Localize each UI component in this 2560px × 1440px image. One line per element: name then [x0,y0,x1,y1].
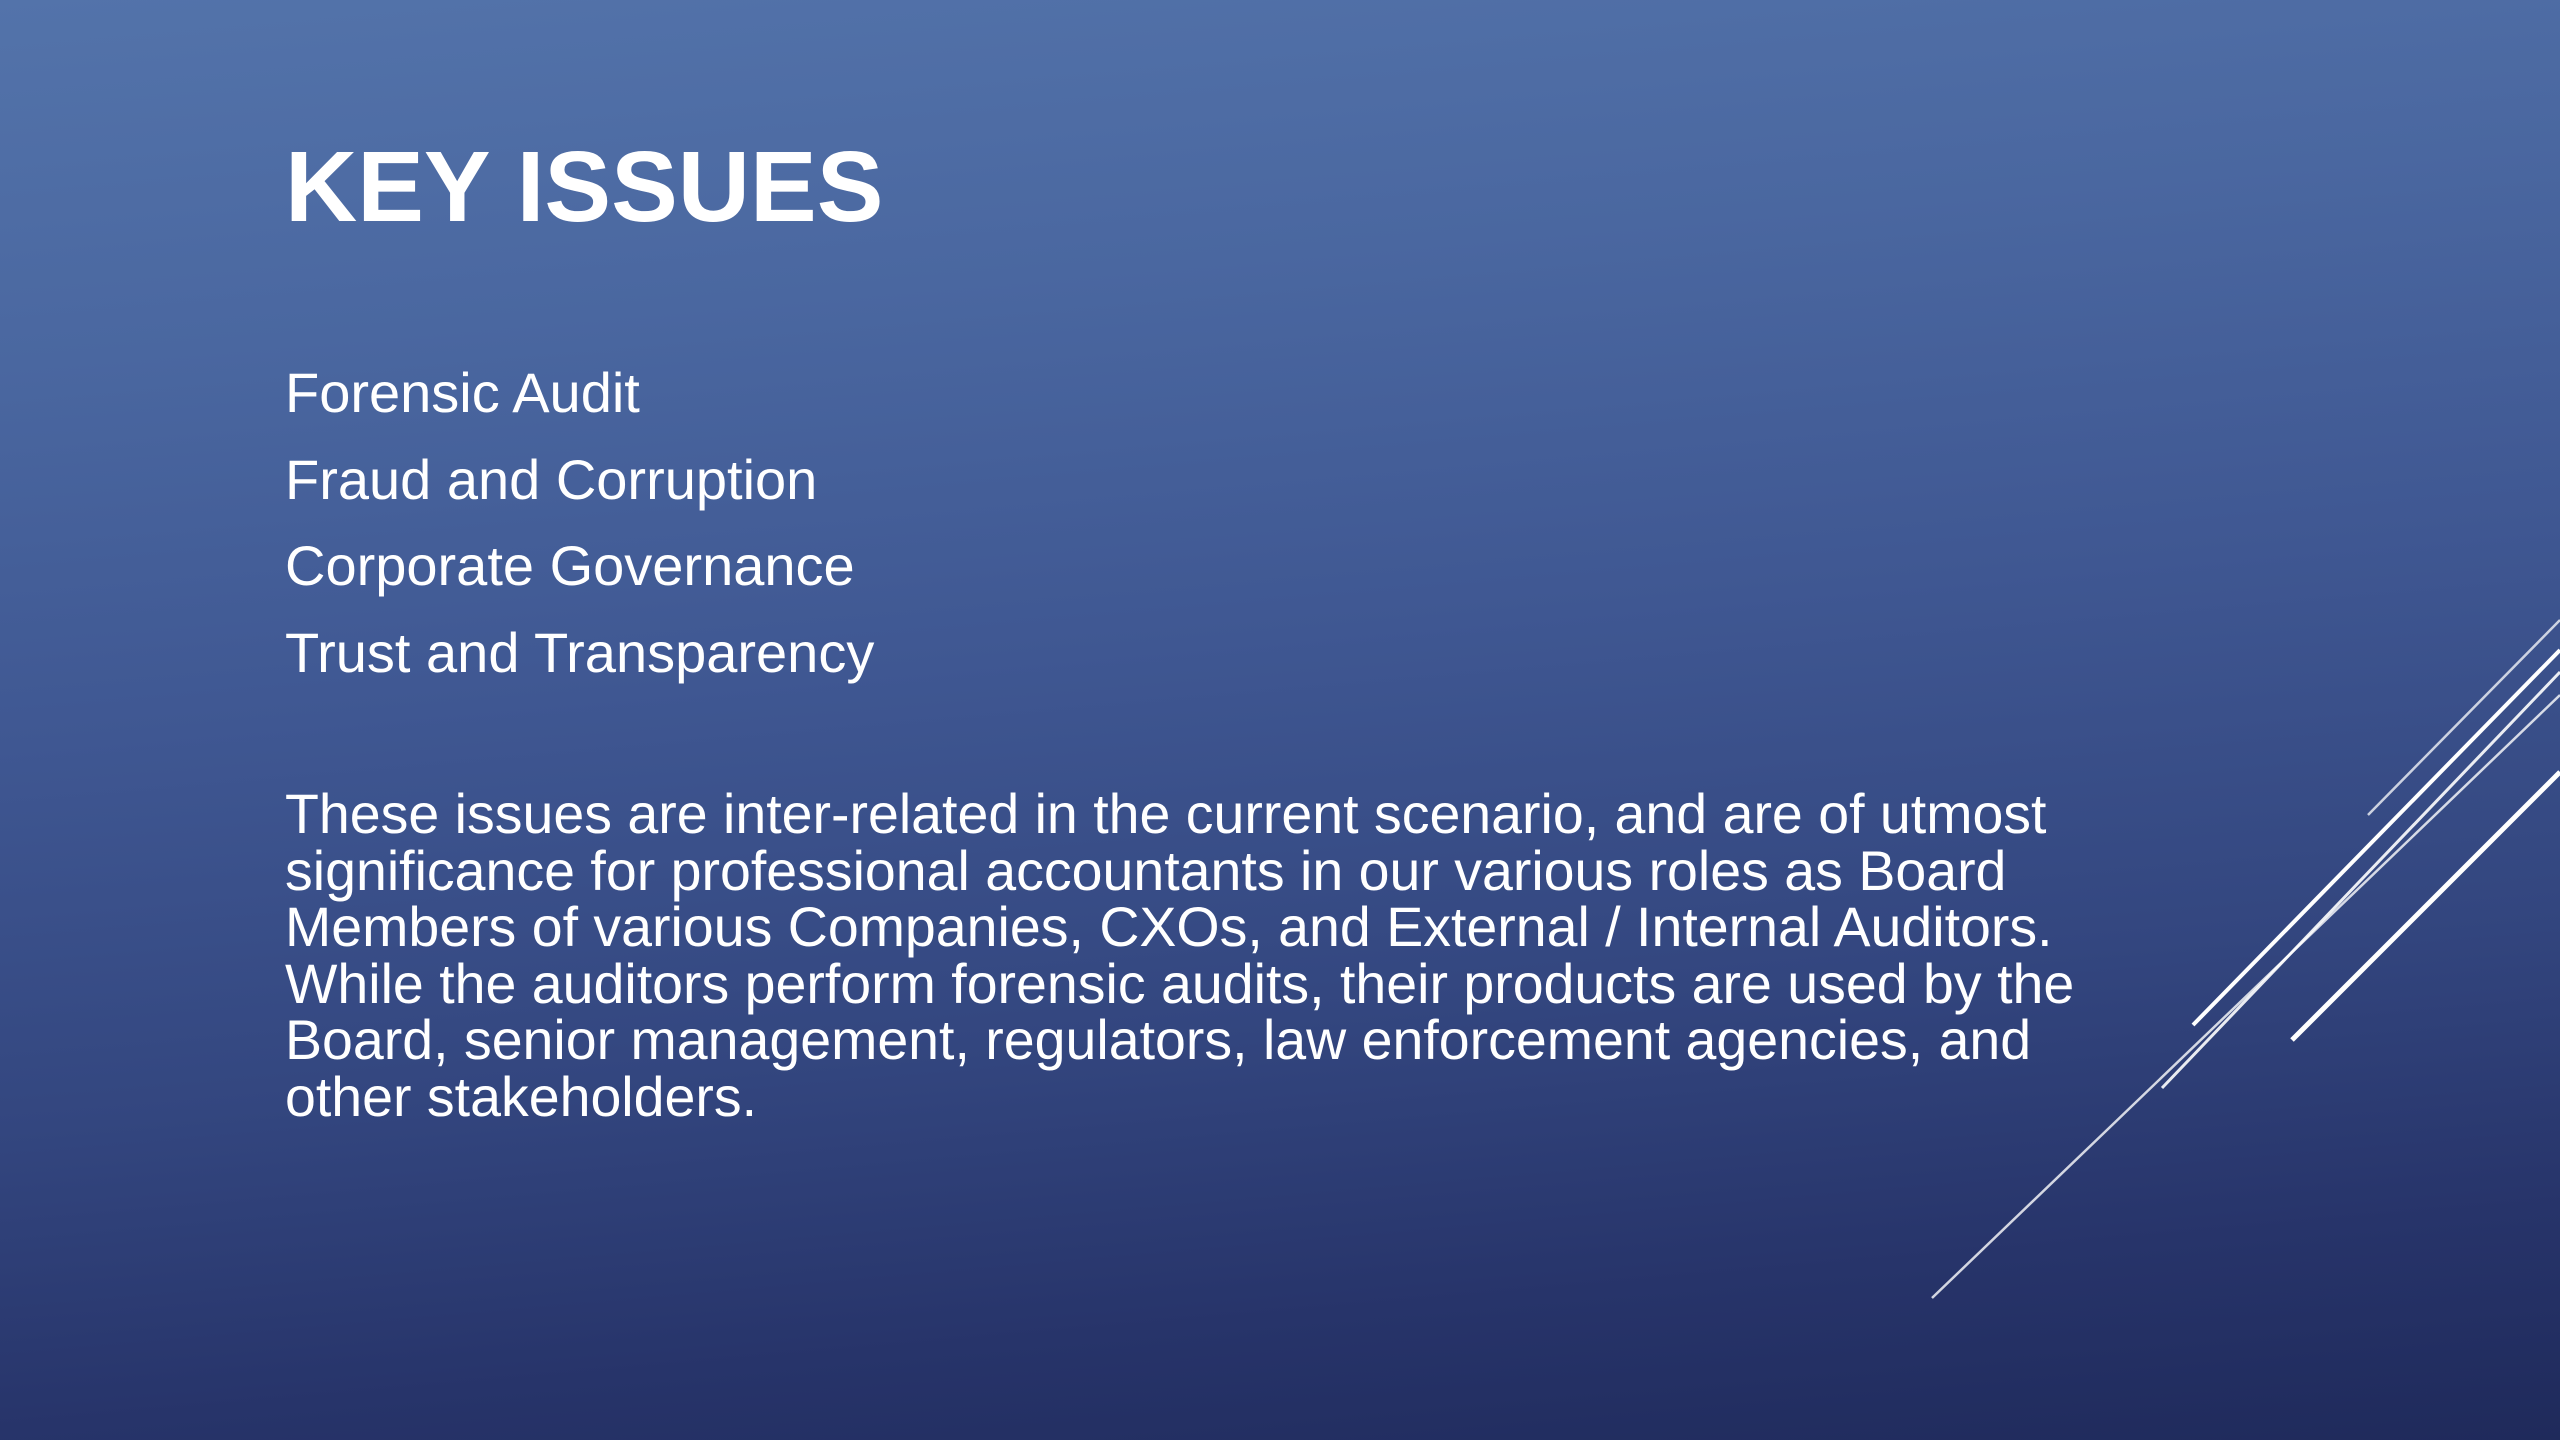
diagonal-line [2162,672,2560,1088]
paragraph-line: While the auditors perform forensic audits, their products are used by the [285,952,2075,1015]
slide-title: KEY ISSUES [285,131,884,243]
diagonal-line [2193,650,2560,1025]
issue-item: Trust and Transparency [285,620,875,684]
issue-item: Corporate Governance [285,534,855,597]
diagonal-line [1932,695,2560,1298]
paragraph-line: These issues are inter-related in the current scenario, and are of utmost [285,783,2047,845]
paragraph-line: Members of various Companies, CXOs, and External / Internal Auditors. [285,896,2053,958]
paragraph-line: other stakeholders. [285,1065,758,1128]
paragraph-line: significance for professional accountants in our various roles as Board [285,839,2007,902]
paragraph-line: Board, senior management, regulators, law enforcement agencies, and [285,1009,2032,1071]
issue-item: Forensic Audit [285,361,640,424]
issue-item: Fraud and Corruption [285,447,818,511]
